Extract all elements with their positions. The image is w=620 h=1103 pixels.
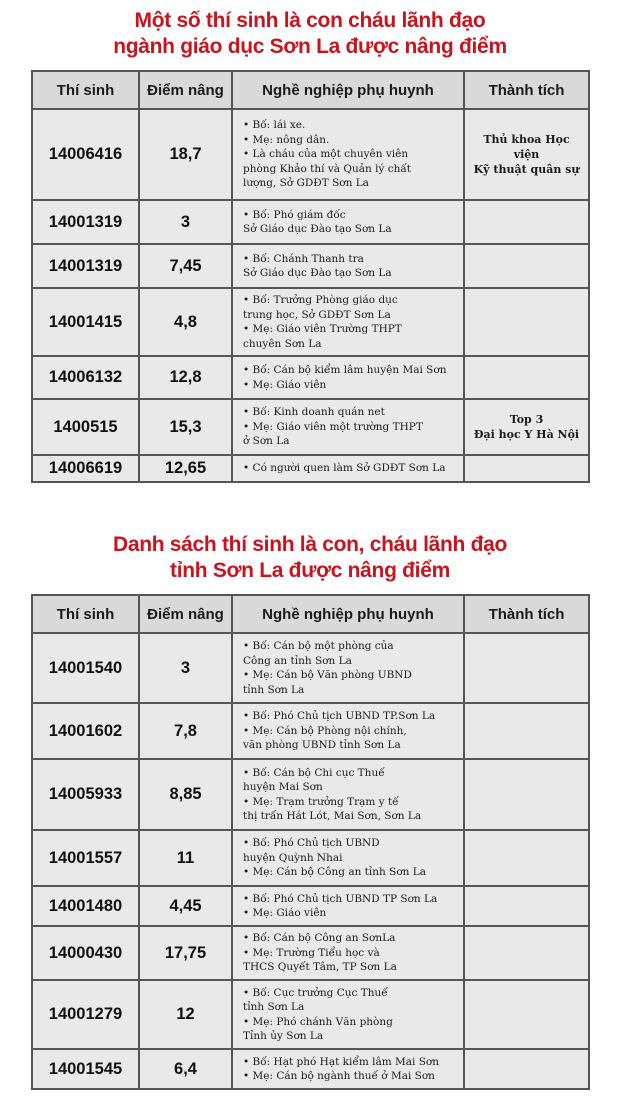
parent-job: [232, 109, 464, 200]
table-row: [32, 830, 589, 886]
parent-job-line: • Có người quen làm Sở GDĐT Sơn La: [243, 462, 446, 475]
candidate-id: 14006619: [32, 455, 139, 482]
header-achievement: Thành tích: [464, 71, 589, 109]
parent-job: [232, 980, 464, 1049]
points-raised: 7,8: [139, 703, 232, 759]
table-row: [32, 980, 589, 1049]
candidate-id: 14001319: [32, 200, 139, 244]
points-raised: 15,3: [139, 399, 232, 455]
parent-job: [232, 244, 464, 288]
candidate-id: 14005933: [32, 759, 139, 830]
achievement: [464, 926, 589, 980]
achievement: [464, 1049, 589, 1089]
parent-job-line: • Bố: Cán bộ một phòng của: [243, 640, 394, 652]
parent-job-line: • Mẹ: Trường Tiểu học và: [243, 946, 380, 959]
parent-job: [232, 926, 464, 980]
parent-job-line: • Bố: Hạt phó Hạt kiểm lâm Mai Sơn: [243, 1055, 440, 1068]
candidate-id: 14001415: [32, 288, 139, 356]
parent-job: [232, 200, 464, 244]
parent-job-line: • Bố: Cán bộ Chi cục Thuế: [243, 766, 385, 779]
achievement-line: Thủ khoa Học viện: [483, 133, 570, 161]
title-line: Một số thí sinh là con cháu lãnh đạo: [134, 9, 486, 32]
points-raised: 17,75: [139, 926, 232, 980]
parent-job-line: phòng Khảo thí và Quản lý chất: [243, 162, 412, 175]
parent-job-line: • Bố: Cục trưởng Cục Thuế: [243, 986, 388, 999]
header-row: [32, 71, 589, 109]
parent-job-line: • Bố: Chánh Thanh tra: [243, 252, 364, 265]
header-points: Điểm nâng: [139, 595, 232, 633]
points-raised: 12,8: [139, 356, 232, 399]
table-row: [32, 926, 589, 980]
achievement: [464, 200, 589, 244]
title-bottom: [0, 532, 620, 584]
header-candidate: Thí sinh: [32, 71, 139, 109]
achievement: [464, 830, 589, 886]
parent-job-line: Sở Giáo dục Đào tạo Sơn La: [243, 267, 392, 279]
title-line: Danh sách thí sinh là con, cháu lãnh đạo: [112, 533, 508, 556]
table-body: [32, 109, 589, 482]
achievement: [464, 633, 589, 703]
parent-job-line: ở Sơn La: [243, 435, 290, 448]
parent-job-line: • Mẹ: Giáo viên: [243, 378, 327, 391]
table-row: [32, 759, 589, 830]
achievement: [464, 703, 589, 759]
parent-job-line: • Bố: Cán bộ kiểm lâm huyện Mai Sơn: [243, 364, 447, 376]
table-row: [32, 244, 589, 288]
table-row: [32, 703, 589, 759]
parent-job-line: • Mẹ: Phó chánh Văn phòng: [243, 1015, 393, 1028]
achievement: [464, 399, 589, 455]
parent-job-line: • Mẹ: Cán bộ Phòng nội chính,: [243, 724, 407, 737]
achievement: [464, 244, 589, 288]
achievement: [464, 356, 589, 399]
parent-job-line: • Bố: Cán bộ Công an SơnLa: [243, 932, 396, 945]
points-raised: 7,45: [139, 244, 232, 288]
points-raised: 11: [139, 830, 232, 886]
parent-job-line: huyện Mai Sơn: [243, 781, 323, 793]
parent-job-line: Sở Giáo dục Đào tạo Sơn La: [243, 223, 392, 235]
achievement-line: Kỹ thuật quân sự: [473, 163, 580, 176]
points-raised: 12,65: [139, 455, 232, 482]
table-row: [32, 109, 589, 200]
candidate-id: 14000430: [32, 926, 139, 980]
parent-job: [232, 759, 464, 830]
parent-job-line: Công an tỉnh Sơn La: [243, 654, 352, 667]
table-row: [32, 200, 589, 244]
parent-job-line: • Bố: Phó Chủ tịch UBND TP Sơn La: [243, 892, 438, 905]
candidate-id: 14006132: [32, 356, 139, 399]
table-row: [32, 1049, 589, 1089]
parent-job-line: • Mẹ: Cán bộ Văn phòng UBND: [243, 669, 412, 681]
candidate-id: 14001545: [32, 1049, 139, 1089]
title-line: tỉnh Sơn La được nâng điểm: [170, 559, 450, 582]
points-raised: 3: [139, 200, 232, 244]
parent-job-line: THCS Quyết Tâm, TP Sơn La: [243, 961, 397, 974]
points-raised: 6,4: [139, 1049, 232, 1089]
table-row: [32, 886, 589, 926]
parent-job: [232, 399, 464, 455]
parent-job-line: • Bố: Trưởng Phòng giáo dục: [243, 294, 398, 306]
header-parent-job: Nghề nghiệp phụ huynh: [232, 71, 464, 109]
parent-job-line: huyện Quỳnh Nhai: [243, 851, 343, 864]
parent-job-line: • Bố: Phó Chủ tịch UBND TP.Sơn La: [243, 710, 436, 723]
header-row: [32, 595, 589, 633]
table-province-officials: [31, 594, 590, 1090]
table-row: [32, 399, 589, 455]
candidate-id: 14001279: [32, 980, 139, 1049]
parent-job-line: trung học, Sở GDĐT Sơn La: [243, 308, 391, 321]
header-candidate: Thí sinh: [32, 595, 139, 633]
parent-job-line: • Mẹ: Giáo viên một trường THPT: [243, 420, 423, 433]
header-points: Điểm nâng: [139, 71, 232, 109]
table-row: [32, 288, 589, 356]
parent-job-line: • Bố: Kinh doanh quán net: [243, 406, 385, 419]
candidate-id: 14001540: [32, 633, 139, 703]
table-row: [32, 633, 589, 703]
parent-job: [232, 703, 464, 759]
parent-job-line: thị trấn Hát Lót, Mai Sơn, Sơn La: [243, 810, 422, 822]
table-row: [32, 356, 589, 399]
table-education-officials: [31, 70, 590, 483]
title-line: ngành giáo dục Sơn La được nâng điểm: [113, 35, 507, 58]
candidate-id: 14001602: [32, 703, 139, 759]
points-raised: 18,7: [139, 109, 232, 200]
header-parent-job: Nghề nghiệp phụ huynh: [232, 595, 464, 633]
parent-job-line: • Mẹ: Cán bộ ngành thuế ở Mai Sơn: [243, 1070, 435, 1082]
parent-job-line: • Mẹ: Cán bộ Công an tỉnh Sơn La: [243, 866, 426, 879]
parent-job-line: lượng, Sở GDĐT Sơn La: [243, 177, 369, 190]
points-raised: 4,45: [139, 886, 232, 926]
achievement: [464, 288, 589, 356]
candidate-id: 14001319: [32, 244, 139, 288]
candidate-id: 14001557: [32, 830, 139, 886]
parent-job: [232, 1049, 464, 1089]
parent-job-line: Tỉnh ủy Sơn La: [243, 1030, 324, 1042]
achievement: [464, 886, 589, 926]
achievement: [464, 759, 589, 830]
points-raised: 12: [139, 980, 232, 1049]
table-row: [32, 455, 589, 482]
parent-job-line: • Mẹ: Giáo viên: [243, 907, 327, 919]
parent-job: [232, 288, 464, 356]
parent-job-line: • Bố: Phó giám đốc: [243, 208, 346, 221]
candidate-id: 1400515: [32, 399, 139, 455]
parent-job: [232, 830, 464, 886]
parent-job-line: tỉnh Sơn La: [243, 1001, 305, 1013]
achievement-line: Top 3: [509, 413, 544, 426]
parent-job: [232, 455, 464, 482]
parent-job-line: • Mẹ: Giáo viên Trường THPT: [243, 323, 402, 335]
parent-job-line: • Là cháu của một chuyên viên: [243, 148, 409, 161]
parent-job-line: • Bố: Phó Chủ tịch UBND: [243, 837, 380, 850]
parent-job-line: • Mẹ: nông dân.: [243, 133, 330, 146]
candidate-id: 14001480: [32, 886, 139, 926]
table-body: [32, 633, 589, 1089]
title-top: [0, 8, 620, 60]
header-achievement: Thành tích: [464, 595, 589, 633]
achievement: [464, 109, 589, 200]
parent-job: [232, 886, 464, 926]
achievement: [464, 980, 589, 1049]
achievement-line: Đại học Y Hà Nội: [473, 428, 580, 441]
achievement: [464, 455, 589, 482]
parent-job: [232, 356, 464, 399]
parent-job: [232, 633, 464, 703]
parent-job-line: chuyên Sơn La: [243, 337, 322, 350]
points-raised: 3: [139, 633, 232, 703]
candidate-id: 14006416: [32, 109, 139, 200]
parent-job-line: • Mẹ: Trạm trưởng Trạm y tế: [243, 795, 399, 808]
points-raised: 4,8: [139, 288, 232, 356]
parent-job-line: tỉnh Sơn La: [243, 683, 305, 696]
parent-job-line: • Bố: lái xe.: [243, 119, 306, 132]
points-raised: 8,85: [139, 759, 232, 830]
parent-job-line: văn phòng UBND tỉnh Sơn La: [243, 739, 401, 752]
